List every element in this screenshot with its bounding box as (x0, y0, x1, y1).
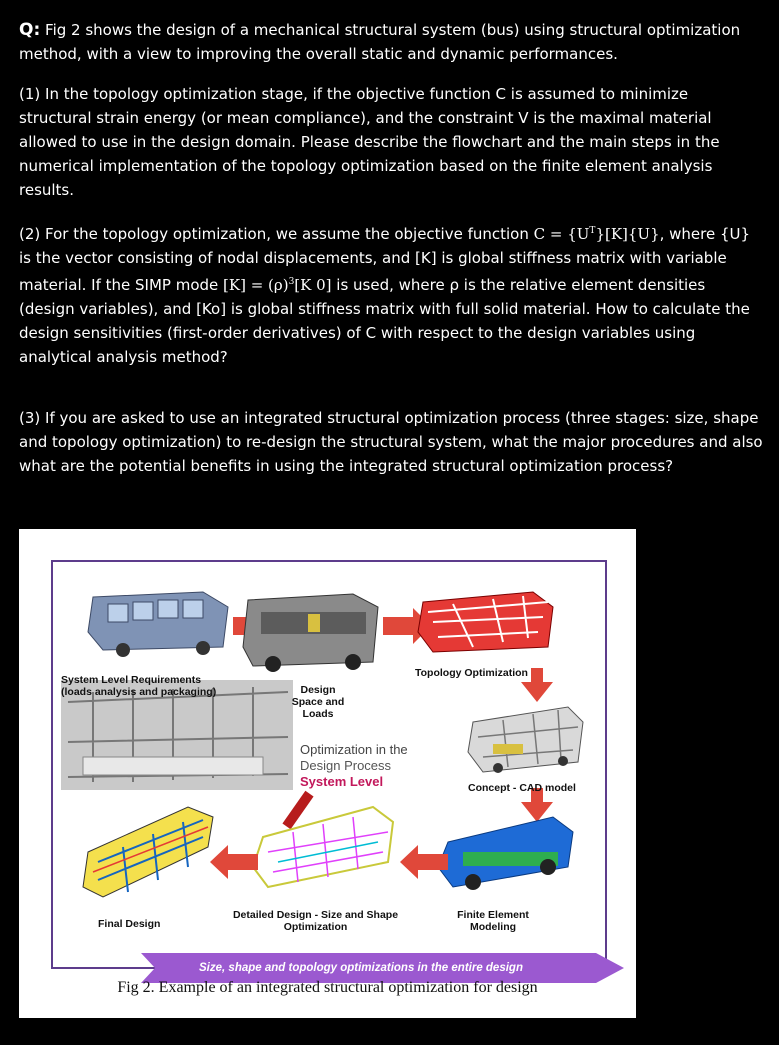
part-2-b: , where {U} is the vector consisting of nodal displacements, and [K] is global stiffness matrix with variable material. If the SIMP mode (19, 225, 751, 294)
bus-topology-image (418, 592, 553, 652)
label-system-requirements: System Level Requirements (loads analysis and packaging) (61, 674, 217, 698)
figure-frame (51, 560, 607, 974)
formula-objective: $C = \{U^T\}[K]\{U\}$ (533, 225, 660, 243)
bus-final-design-image (83, 807, 213, 897)
arrow-5-icon (400, 845, 448, 879)
part-2-c: is used, where ρ is the relative element densities (design variables), and [Ko] is global stiffness matrix with full solid material. How to calculate the design sensitivities (first-order derivatives) of C with respect to the design variables using analytical analysis method? (19, 276, 750, 366)
bus-design-space-image (243, 594, 378, 672)
label-optimization-design-process: Optimization in the Design Process System Level (300, 742, 408, 789)
part-3-text: (3) If you are asked to use an integrated structural optimization process (three stages: size, shape and topology optimization) to re-design the structural system, what the major procedures and also what are the potential benefits in using the integrated structural optimization process? (19, 409, 763, 475)
figure-2 (19, 529, 636, 1018)
question-label: Q: (19, 20, 41, 40)
banner-text: Size, shape and topology optimizations in the entire design (199, 962, 523, 974)
bus-concept-cad-image (468, 707, 583, 773)
bus-fe-model-image (438, 817, 573, 890)
part-2-a: (2) For the topology optimization, we assume the objective function (19, 225, 534, 243)
part-2-text (19, 219, 764, 369)
figure-caption: Fig 2. Example of an integrated structural optimization for design (117, 979, 538, 996)
question-intro (19, 18, 764, 66)
bus-requirements-image (88, 592, 228, 657)
question-intro-text: Fig 2 shows the design of a mechanical structural system (bus) using structural optimization method, with a view to improving the overall static and dynamic performances. (19, 21, 741, 63)
arrow-6-icon (210, 845, 258, 879)
bus-detailed-design-image (253, 791, 393, 887)
label-finite-element: Finite Element Modeling (457, 909, 529, 933)
label-detailed-design: Detailed Design - Size and Shape Optimization (232, 909, 399, 933)
label-topology-optimization: Topology Optimization (415, 667, 528, 679)
formula-simp: $[K] = (\rho)^3[K$ 0] (223, 276, 332, 294)
label-final-design: Final Design (98, 918, 161, 930)
label-concept-cad: Concept - CAD model (468, 782, 576, 794)
label-design-space: Design Space and Loads (291, 684, 345, 720)
part-1-text: (1) In the topology optimization stage, if the objective function C is assumed to minimize structural strain energy (or mean compliance), and the constraint V is the maximal material allowed to use in the design domain. Please describe the flowchart and the main steps in the numerical implementation of the topology optimization based on the finite element analysis results. (19, 85, 720, 199)
